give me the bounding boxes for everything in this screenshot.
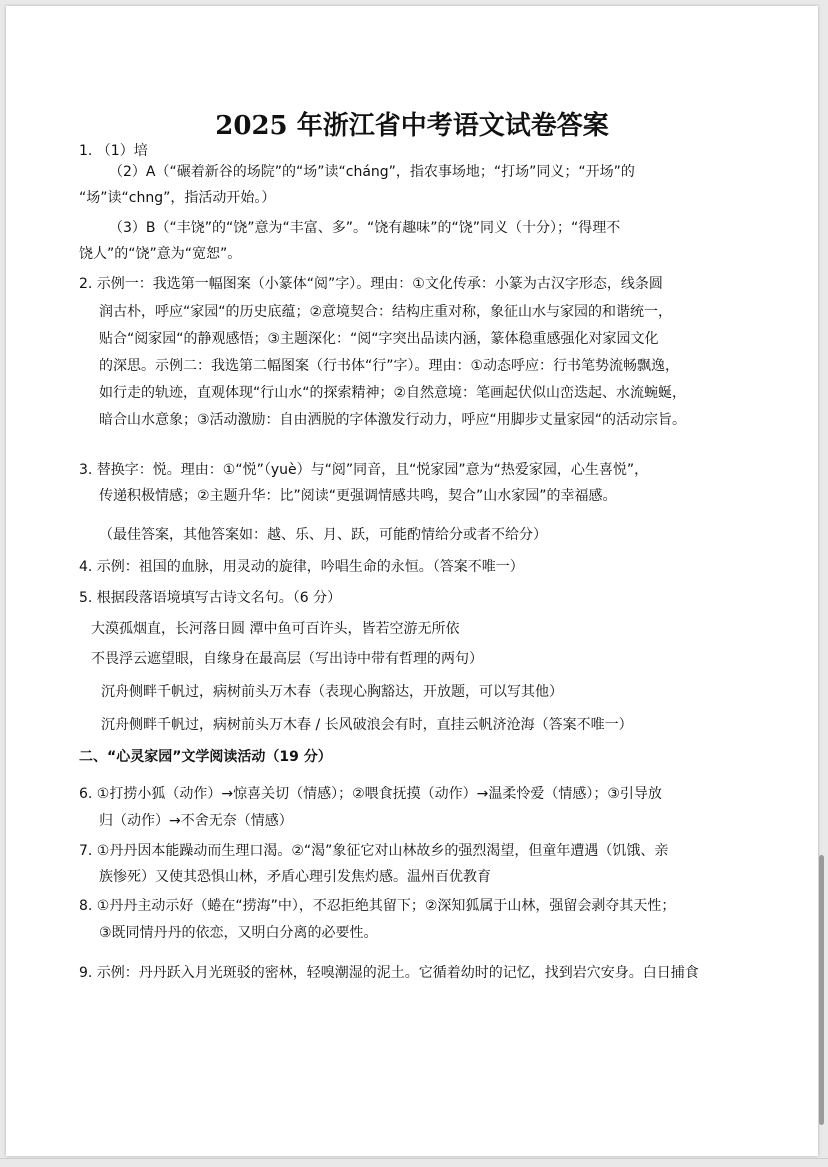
text-line: 4. 示例：祖国的血脉，用灵动的旋律，吟唱生命的永恒。（答案不唯一） bbox=[79, 559, 524, 575]
text-line: 9. 示例：丹丹跃入月光斑驳的密林，轻嗅潮湿的泥土。它循着幼时的记忆，找到岩穴安身。白日捕食 bbox=[79, 965, 699, 981]
text-line: 7. ①丹丹因本能躁动而生理口渴。②“渴”象征它对山林故乡的强烈渴望，但童年遭遇（饥饿、亲 bbox=[79, 843, 669, 859]
vertical-scrollbar[interactable] bbox=[819, 855, 824, 1125]
text-line: （最佳答案，其他答案如：越、乐、月、跃，可能酌情给分或者不给分） bbox=[99, 527, 547, 543]
text-line: 如行走的轨迹，直观体现“行山水“的探索精神；②自然意境：笔画起伏似山峦迭起、水流蜿蜒， bbox=[99, 385, 687, 401]
text-line: ③既同情丹丹的依恋，又明白分离的必要性。 bbox=[99, 925, 378, 941]
bottom-divider bbox=[0, 1158, 828, 1159]
text-line: 沉舟侧畔千帆过，病树前头万木春 / 长风破浪会有时，直挂云帆济沧海（答案不唯一） bbox=[101, 717, 633, 733]
text-line: 润古朴，呼应“家园“的历史底蕴；②意境契合：结构庄重对称，象征山水与家园的和谐统一， bbox=[99, 304, 673, 320]
text-line: “场”读“chng”，指活动开始。） bbox=[79, 190, 276, 206]
text-line: 1. （1）培 bbox=[79, 143, 148, 159]
text-line: 的深思。示例二：我选第二幅图案（行书体“行”字）。理由：①动态呼应：行书笔势流畅飘逸， bbox=[99, 358, 680, 374]
text-line: （2）A（“碾着新谷的场院”的“场”读“cháng”，指农事场地；“打场”同义；“开场”的 bbox=[109, 164, 635, 180]
text-line: 8. ①丹丹主动示好（蜷在“捞海”中），不忍拒绝其留下；②深知狐属于山林，强留会剥夺其天性； bbox=[79, 898, 676, 914]
text-line: 传递积极情感；②主题升华：比”阅读“更强调情感共鸣，契合”山水家园”的幸福感。 bbox=[99, 488, 617, 504]
text-line: 不畏浮云遮望眼，自缘身在最高层（写出诗中带有哲理的两句） bbox=[91, 651, 483, 667]
document-page bbox=[6, 6, 818, 1156]
text-line: 贴合“阅家园“的静观感悟；③主题深化：“阅“字突出品读内涵，篆体稳重感强化对家园文化 bbox=[99, 331, 659, 347]
section-heading: 二、“心灵家园”文学阅读活动（19 分） bbox=[79, 749, 332, 765]
text-line: 沉舟侧畔千帆过，病树前头万木春（表现心胸豁达，开放题，可以写其他） bbox=[101, 684, 563, 700]
text-line: 2. 示例一：我选第一幅图案（小篆体“阅”字）。理由：①文化传承：小篆为古汉字形态，线条圆 bbox=[79, 276, 663, 292]
text-line: 暗合山水意象；③活动激励：自由洒脱的字体激发行动力，呼应“用脚步丈量家园“的活动宗旨。 bbox=[99, 412, 687, 428]
text-line: 大漠孤烟直，长河落日圆 潭中鱼可百许头，皆若空游无所依 bbox=[91, 621, 460, 637]
text-line: 3. 替换字：悦。理由：①“悦”（yuè）与“阅”同音，且“悦家园”意为“热爱家园，心生喜悦”， bbox=[79, 462, 649, 478]
text-line: 归（动作）→不舍无奈（情感） bbox=[99, 813, 293, 829]
page-title: 2025 年浙江省中考语文试卷答案 bbox=[215, 111, 609, 141]
text-line: （3）B（“丰饶”的“饶”意为“丰富、多”。“饶有趣味”的“饶”同义（十分）；“得理不 bbox=[109, 220, 621, 236]
text-line: 5. 根据段落语境填写古诗文名句。（6 分） bbox=[79, 590, 342, 606]
text-line: 6. ①打捞小狐（动作）→惊喜关切（情感）；②喂食抚摸（动作）→温柔怜爱（情感）；③引导放 bbox=[79, 786, 662, 802]
text-line: 族惨死）又使其恐惧山林，矛盾心理引发焦灼感。温州百优教育 bbox=[99, 869, 491, 885]
text-line: 饶人”的“饶”意为“宽恕”。 bbox=[79, 246, 242, 262]
